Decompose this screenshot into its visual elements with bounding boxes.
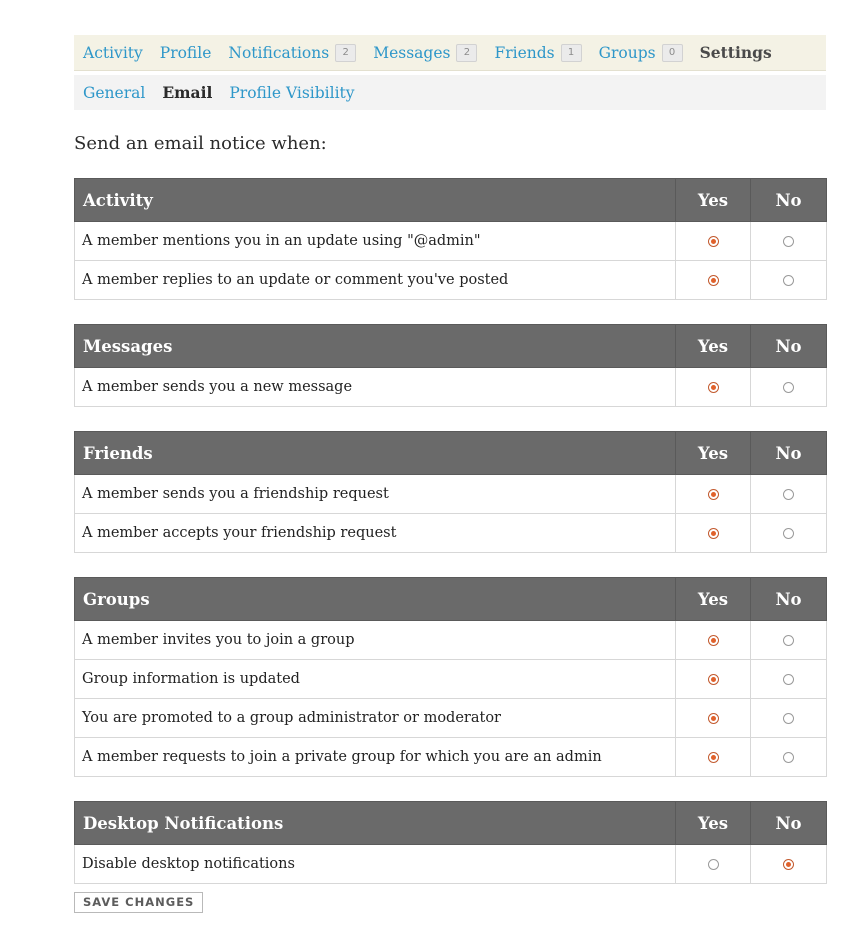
table-row [75, 660, 827, 699]
nav-label: Notifications [228, 43, 330, 62]
column-header-yes: Yes [676, 578, 751, 621]
column-header-no: No [751, 179, 827, 222]
cell-yes [676, 475, 751, 514]
table-header-row [75, 325, 827, 368]
column-header-no: No [751, 325, 827, 368]
table-row [75, 261, 827, 300]
notification-table-groups [74, 577, 827, 777]
cell-yes [676, 261, 751, 300]
table-header-row [75, 432, 827, 475]
count-badge: 2 [335, 44, 356, 62]
setting-label: A member sends you a new message [75, 368, 676, 407]
notification-table-desktop-notifications [74, 801, 827, 884]
nav-item-settings[interactable] [700, 43, 772, 62]
cell-no [751, 738, 827, 777]
setting-label: A member sends you a friendship request [75, 475, 676, 514]
table-header-row [75, 802, 827, 845]
setting-label: Group information is updated [75, 660, 676, 699]
save-changes-button[interactable]: SAVE CHANGES [74, 892, 203, 913]
nav-item-groups[interactable] [599, 44, 683, 62]
radio-no[interactable] [783, 382, 794, 393]
nav-item-notifications[interactable] [228, 44, 356, 62]
table-row [75, 514, 827, 553]
cell-yes [676, 845, 751, 884]
section-title: Groups [75, 578, 676, 621]
table-row [75, 475, 827, 514]
radio-no[interactable] [783, 275, 794, 286]
page-intro: Send an email notice when: [74, 133, 327, 154]
table-row [75, 738, 827, 777]
cell-no [751, 475, 827, 514]
cell-yes [676, 660, 751, 699]
radio-no[interactable] [783, 752, 794, 763]
cell-no [751, 261, 827, 300]
radio-no[interactable] [783, 489, 794, 500]
setting-label: A member accepts your friendship request [75, 514, 676, 553]
notification-tables [74, 178, 826, 884]
nav-label: Activity [83, 43, 143, 62]
notification-table-messages [74, 324, 827, 407]
setting-label: A member replies to an update or comment you've posted [75, 261, 676, 300]
column-header-no: No [751, 578, 827, 621]
cell-no [751, 660, 827, 699]
setting-label: A member requests to join a private group for which you are an admin [75, 738, 676, 777]
subnav-general[interactable]: General [83, 83, 146, 102]
cell-yes [676, 514, 751, 553]
subnav-email[interactable]: Email [162, 83, 213, 102]
nav-item-messages[interactable] [373, 44, 477, 62]
cell-no [751, 222, 827, 261]
table-row [75, 621, 827, 660]
cell-no [751, 845, 827, 884]
nav-item-activity[interactable] [83, 44, 143, 62]
nav-label: Profile [159, 43, 212, 62]
section-title: Messages [75, 325, 676, 368]
table-row [75, 699, 827, 738]
cell-no [751, 368, 827, 407]
radio-yes[interactable] [708, 674, 719, 685]
column-header-yes: Yes [676, 325, 751, 368]
column-header-no: No [751, 432, 827, 475]
section-title: Desktop Notifications [75, 802, 676, 845]
count-badge: 0 [662, 44, 683, 62]
table-row [75, 845, 827, 884]
cell-yes [676, 621, 751, 660]
section-title: Activity [75, 179, 676, 222]
notification-table-friends [74, 431, 827, 553]
table-header-row [75, 578, 827, 621]
radio-no[interactable] [783, 859, 794, 870]
settings-subnav [74, 75, 826, 110]
radio-yes[interactable] [708, 635, 719, 646]
setting-label: Disable desktop notifications [75, 845, 676, 884]
nav-label: Messages [373, 43, 451, 62]
section-title: Friends [75, 432, 676, 475]
radio-no[interactable] [783, 236, 794, 247]
radio-no[interactable] [783, 635, 794, 646]
radio-yes[interactable] [708, 752, 719, 763]
radio-no[interactable] [783, 713, 794, 724]
radio-yes[interactable] [708, 236, 719, 247]
radio-yes[interactable] [708, 489, 719, 500]
setting-label: You are promoted to a group administrator or moderator [75, 699, 676, 738]
count-badge: 1 [561, 44, 582, 62]
cell-yes [676, 222, 751, 261]
settings-content [74, 35, 826, 884]
cell-no [751, 514, 827, 553]
subnav-profile-visibility[interactable]: Profile Visibility [229, 83, 355, 102]
count-badge: 2 [456, 44, 477, 62]
radio-no[interactable] [783, 528, 794, 539]
table-header-row [75, 179, 827, 222]
table-row [75, 368, 827, 407]
cell-no [751, 621, 827, 660]
radio-yes[interactable] [708, 528, 719, 539]
radio-no[interactable] [783, 674, 794, 685]
column-header-yes: Yes [676, 179, 751, 222]
nav-label: Settings [699, 43, 772, 62]
cell-no [751, 699, 827, 738]
nav-label: Friends [494, 43, 555, 62]
column-header-yes: Yes [676, 802, 751, 845]
column-header-no: No [751, 802, 827, 845]
cell-yes [676, 368, 751, 407]
cell-yes [676, 738, 751, 777]
radio-yes[interactable] [708, 713, 719, 724]
setting-label: A member mentions you in an update using "@admin" [75, 222, 676, 261]
radio-yes[interactable] [708, 859, 719, 870]
nav-label: Groups [598, 43, 656, 62]
column-header-yes: Yes [676, 432, 751, 475]
cell-yes [676, 699, 751, 738]
table-row [75, 222, 827, 261]
radio-yes[interactable] [708, 382, 719, 393]
notification-table-activity [74, 178, 827, 300]
primary-nav [74, 35, 826, 71]
setting-label: A member invites you to join a group [75, 621, 676, 660]
radio-yes[interactable] [708, 275, 719, 286]
nav-item-profile[interactable] [160, 44, 212, 62]
nav-item-friends[interactable] [494, 44, 581, 62]
